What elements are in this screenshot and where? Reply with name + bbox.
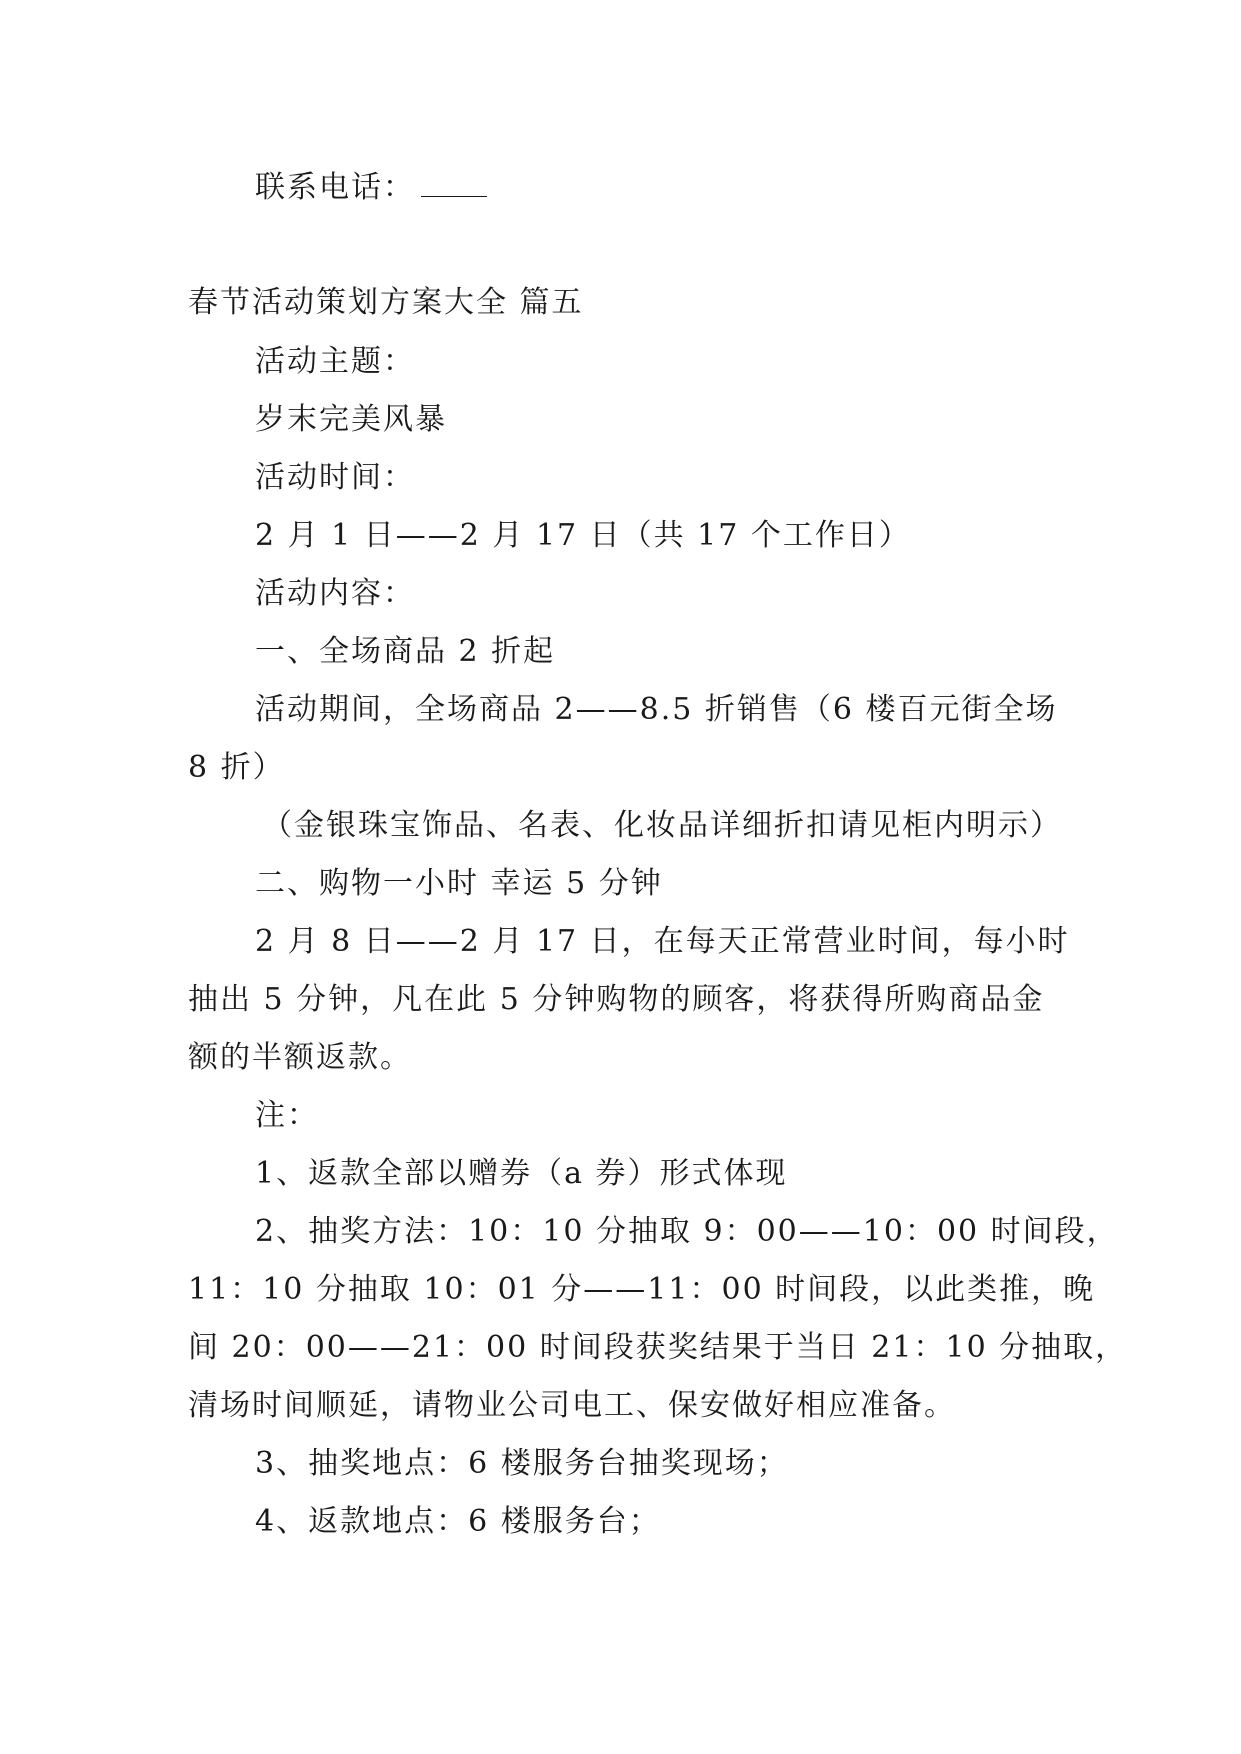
contact-phone-label: 联系电话： xyxy=(255,170,415,205)
item-two-paragraph-line-1: 2 月 8 日——2 月 17 日，在每天正常营业时间，每小时 xyxy=(255,924,1070,959)
item-two-paragraph-line-2: 抽出 5 分钟，凡在此 5 分钟购物的顾客，将获得所购商品金 xyxy=(188,982,1045,1017)
note-item-3: 3、抽奖地点：6 楼服务台抽奖现场； xyxy=(255,1446,789,1481)
note-item-2-line-2: 11：10 分抽取 10：01 分——11：00 时间段，以此类推，晚 xyxy=(188,1272,1096,1307)
item-one-note: （金银珠宝饰品、名表、化妆品详细折扣请见柜内明示） xyxy=(262,808,1062,843)
activity-content-heading: 活动内容： xyxy=(255,576,415,611)
item-two-paragraph-line-3: 额的半额返款。 xyxy=(188,1040,412,1075)
contact-phone-blank xyxy=(421,172,487,197)
activity-theme-value: 岁末完美风暴 xyxy=(255,402,447,437)
note-heading: 注： xyxy=(255,1098,319,1133)
note-item-2-line-4: 清场时间顺延，请物业公司电工、保安做好相应准备。 xyxy=(188,1388,956,1423)
item-one-paragraph-line-2: 8 折） xyxy=(188,750,285,785)
note-item-1: 1、返款全部以赠券（a 券）形式体现 xyxy=(255,1156,788,1191)
item-one-heading: 一、全场商品 2 折起 xyxy=(255,634,556,669)
contact-phone-line xyxy=(255,168,487,208)
activity-time-heading: 活动时间： xyxy=(255,460,415,495)
note-item-2-line-3: 间 20：00——21：00 时间段获奖结果于当日 21：10 分抽取， xyxy=(188,1330,1128,1365)
item-one-paragraph-line-1: 活动期间，全场商品 2——8.5 折销售（6 楼百元街全场 xyxy=(255,692,1058,727)
section-title: 春节活动策划方案大全 篇五 xyxy=(188,285,584,320)
note-item-4: 4、返款地点：6 楼服务台； xyxy=(255,1504,661,1539)
note-item-2-line-1: 2、抽奖方法：10：10 分抽取 9：00——10：00 时间段， xyxy=(255,1214,1119,1249)
activity-time-value: 2 月 1 日——2 月 17 日（共 17 个工作日） xyxy=(255,518,911,553)
item-two-heading: 二、购物一小时 幸运 5 分钟 xyxy=(255,866,663,901)
activity-theme-heading: 活动主题： xyxy=(255,344,415,379)
